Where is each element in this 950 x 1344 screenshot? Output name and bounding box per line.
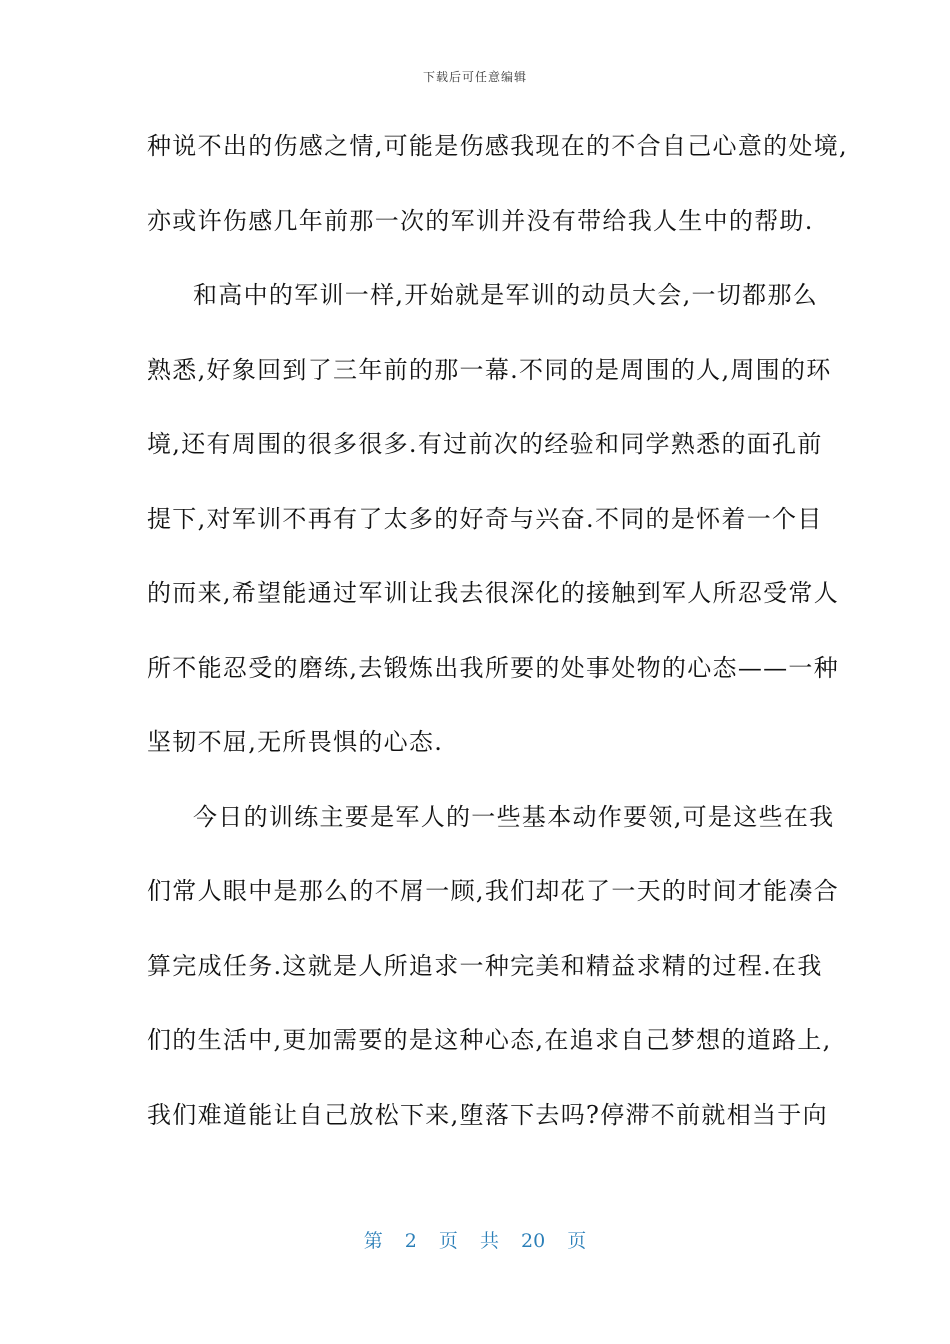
text-line: 的而来,希望能通过军训让我去很深化的接触到军人所忍受常人: [147, 579, 840, 607]
text-line: 我们难道能让自己放松下来,堕落下去吗?停滞不前就相当于向: [147, 1100, 828, 1129]
text-line: 们的生活中,更加需要的是这种心态,在追求自己梦想的道路上,: [147, 1026, 832, 1054]
text-line: 算完成任务.这就是人所追求一种完美和精益求精的过程.在我: [147, 951, 823, 980]
total-page-count: 20: [521, 1230, 546, 1252]
text-line: 种说不出的伤感之情,可能是伤感我现在的不合自己心意的处境,: [147, 132, 848, 160]
document-body: [147, 128, 848, 1171]
text-line: 境,还有周围的很多很多.有过前次的经验和同学熟悉的面孔前: [147, 430, 823, 458]
text-line: 们常人眼中是那么的不屑一顾,我们却花了一天的时间才能凑合: [147, 877, 840, 905]
footer-page-word: 页: [438, 1230, 458, 1252]
text-line: 亦或许伤感几年前那一次的军训并没有带给我人生中的帮助.: [147, 206, 814, 235]
footer-prefix: 第: [363, 1230, 383, 1252]
footer-suffix: 页: [567, 1230, 587, 1252]
current-page-number: 2: [404, 1230, 417, 1252]
paragraph-start-line: 和高中的军训一样,开始就是军训的动员大会,一切都那么: [193, 281, 819, 309]
footer-total-word: 共: [479, 1230, 499, 1252]
text-line: 熟悉,好象回到了三年前的那一幕.不同的是周围的人,周围的环: [147, 355, 832, 384]
text-line: 提下,对军训不再有了太多的好奇与兴奋.不同的是怀着一个目: [147, 504, 823, 533]
text-line: 所不能忍受的磨练,去锻炼出我所要的处事处物的心态——一种: [147, 653, 840, 682]
page-footer: [0, 1226, 950, 1253]
header-note: 下载后可任意编辑: [422, 70, 527, 84]
paragraph-start-line: 今日的训练主要是军人的一些基本动作要领,可是这些在我: [193, 802, 835, 831]
text-line: 坚韧不屈,无所畏惧的心态.: [147, 728, 444, 756]
